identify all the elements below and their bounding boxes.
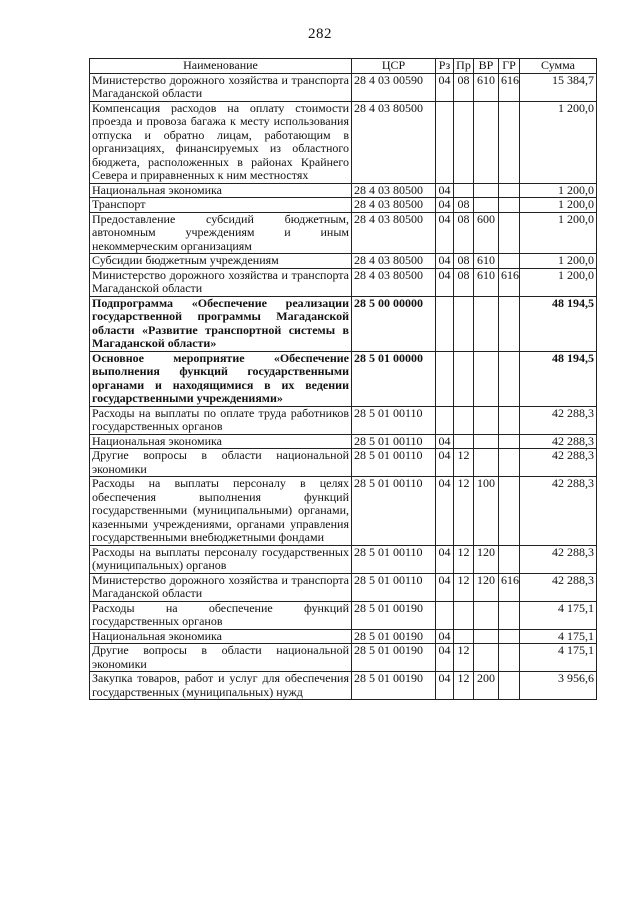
row-vr bbox=[474, 434, 499, 449]
row-name: Национальная экономика bbox=[90, 183, 352, 198]
row-sum: 1 200,0 bbox=[520, 183, 597, 198]
row-pr: 12 bbox=[454, 573, 474, 601]
row-csr: 28 4 03 80500 bbox=[352, 268, 436, 296]
table-row bbox=[90, 434, 597, 449]
row-name: Министерство дорожного хозяйства и транспорта Магаданской области bbox=[90, 73, 352, 101]
row-pr bbox=[454, 406, 474, 434]
row-sum: 1 200,0 bbox=[520, 198, 597, 213]
row-vr: 200 bbox=[474, 672, 499, 700]
row-vr bbox=[474, 449, 499, 477]
row-csr: 28 4 03 80500 bbox=[352, 101, 436, 183]
row-gr bbox=[499, 296, 520, 351]
row-rz: 04 bbox=[436, 73, 454, 101]
row-name: Национальная экономика bbox=[90, 629, 352, 644]
row-csr: 28 5 01 00110 bbox=[352, 449, 436, 477]
row-rz: 04 bbox=[436, 434, 454, 449]
row-pr: 12 bbox=[454, 477, 474, 546]
header-pr: Пр bbox=[454, 59, 474, 74]
row-pr bbox=[454, 629, 474, 644]
row-vr: 610 bbox=[474, 254, 499, 269]
row-vr bbox=[474, 183, 499, 198]
row-name: Министерство дорожного хозяйства и транспорта Магаданской области bbox=[90, 268, 352, 296]
row-gr: 616 bbox=[499, 573, 520, 601]
row-pr bbox=[454, 434, 474, 449]
row-pr bbox=[454, 296, 474, 351]
row-csr: 28 4 03 80500 bbox=[352, 198, 436, 213]
table-row bbox=[90, 254, 597, 269]
table-row bbox=[90, 268, 597, 296]
row-gr bbox=[499, 406, 520, 434]
row-pr: 08 bbox=[454, 198, 474, 213]
row-rz: 04 bbox=[436, 477, 454, 546]
row-name: Расходы на обеспечение функций государственных органов bbox=[90, 601, 352, 629]
table-header-row bbox=[90, 59, 597, 74]
table-row bbox=[90, 101, 597, 183]
row-pr: 08 bbox=[454, 268, 474, 296]
row-csr: 28 5 01 00000 bbox=[352, 351, 436, 406]
row-sum: 15 384,7 bbox=[520, 73, 597, 101]
table-row bbox=[90, 351, 597, 406]
row-pr: 12 bbox=[454, 545, 474, 573]
row-sum: 42 288,3 bbox=[520, 545, 597, 573]
row-rz: 04 bbox=[436, 672, 454, 700]
table-row bbox=[90, 644, 597, 672]
row-gr bbox=[499, 101, 520, 183]
row-rz: 04 bbox=[436, 212, 454, 254]
row-sum: 42 288,3 bbox=[520, 449, 597, 477]
row-vr: 100 bbox=[474, 477, 499, 546]
row-gr bbox=[499, 434, 520, 449]
row-name: Основное мероприятие «Обеспечение выполнения функций государственными органами и находящимися в их ведении государственными учреждениями» bbox=[90, 351, 352, 406]
row-csr: 28 4 03 80500 bbox=[352, 254, 436, 269]
table-row bbox=[90, 629, 597, 644]
row-rz: 04 bbox=[436, 573, 454, 601]
table-row bbox=[90, 449, 597, 477]
row-sum: 1 200,0 bbox=[520, 212, 597, 254]
row-rz bbox=[436, 101, 454, 183]
table-row bbox=[90, 296, 597, 351]
row-csr: 28 5 01 00190 bbox=[352, 601, 436, 629]
row-rz: 04 bbox=[436, 198, 454, 213]
header-name: Наименование bbox=[90, 59, 352, 74]
row-name: Расходы на выплаты по оплате труда работников государственных органов bbox=[90, 406, 352, 434]
row-gr bbox=[499, 601, 520, 629]
row-csr: 28 5 00 00000 bbox=[352, 296, 436, 351]
row-rz bbox=[436, 406, 454, 434]
row-csr: 28 5 01 00190 bbox=[352, 644, 436, 672]
row-gr bbox=[499, 198, 520, 213]
row-sum: 42 288,3 bbox=[520, 434, 597, 449]
header-rz: Рз bbox=[436, 59, 454, 74]
row-gr bbox=[499, 672, 520, 700]
row-name: Национальная экономика bbox=[90, 434, 352, 449]
table-row bbox=[90, 672, 597, 700]
row-vr: 610 bbox=[474, 73, 499, 101]
row-vr bbox=[474, 644, 499, 672]
row-name: Министерство дорожного хозяйства и транспорта Магаданской области bbox=[90, 573, 352, 601]
row-name: Расходы на выплаты персоналу в целях обеспечения выполнения функций государственными (муниципальными) органами, казенными учреждениями, органами управления государственными внебюджетными фондами bbox=[90, 477, 352, 546]
row-pr: 08 bbox=[454, 212, 474, 254]
row-name: Закупка товаров, работ и услуг для обеспечения государственных (муниципальных) нужд bbox=[90, 672, 352, 700]
row-rz: 04 bbox=[436, 644, 454, 672]
row-csr: 28 5 01 00190 bbox=[352, 672, 436, 700]
row-csr: 28 4 03 80500 bbox=[352, 183, 436, 198]
row-sum: 3 956,6 bbox=[520, 672, 597, 700]
table-row bbox=[90, 477, 597, 546]
row-sum: 42 288,3 bbox=[520, 477, 597, 546]
row-sum: 48 194,5 bbox=[520, 351, 597, 406]
row-vr bbox=[474, 296, 499, 351]
row-vr bbox=[474, 629, 499, 644]
row-gr bbox=[499, 254, 520, 269]
row-name: Субсидии бюджетным учреждениям bbox=[90, 254, 352, 269]
row-sum: 1 200,0 bbox=[520, 254, 597, 269]
row-sum: 4 175,1 bbox=[520, 601, 597, 629]
row-vr: 120 bbox=[474, 545, 499, 573]
header-sum: Сумма bbox=[520, 59, 597, 74]
row-rz bbox=[436, 351, 454, 406]
table-row bbox=[90, 212, 597, 254]
header-vr: ВР bbox=[474, 59, 499, 74]
page-number: 282 bbox=[308, 26, 332, 42]
row-name: Другие вопросы в области национальной экономики bbox=[90, 449, 352, 477]
row-rz: 04 bbox=[436, 268, 454, 296]
row-sum: 4 175,1 bbox=[520, 629, 597, 644]
row-pr: 08 bbox=[454, 73, 474, 101]
row-sum: 1 200,0 bbox=[520, 268, 597, 296]
table-row bbox=[90, 198, 597, 213]
row-pr: 08 bbox=[454, 254, 474, 269]
row-csr: 28 4 03 00590 bbox=[352, 73, 436, 101]
table-row bbox=[90, 73, 597, 101]
header-gr: ГР bbox=[499, 59, 520, 74]
row-rz: 04 bbox=[436, 629, 454, 644]
row-vr: 600 bbox=[474, 212, 499, 254]
table-row bbox=[90, 545, 597, 573]
row-sum: 4 175,1 bbox=[520, 644, 597, 672]
row-rz: 04 bbox=[436, 449, 454, 477]
row-name: Компенсация расходов на оплату стоимости проезда и провоза багажа к месту использования отпуска и обратно лицам, работающим в организациях, финансируемых из областного бюджета, расположенных в районах Крайнего Севера и приравненных к ним местностях bbox=[90, 101, 352, 183]
budget-table bbox=[89, 58, 597, 700]
row-csr: 28 5 01 00110 bbox=[352, 545, 436, 573]
row-pr bbox=[454, 101, 474, 183]
row-vr bbox=[474, 198, 499, 213]
row-sum: 42 288,3 bbox=[520, 573, 597, 601]
row-sum: 48 194,5 bbox=[520, 296, 597, 351]
table-row bbox=[90, 601, 597, 629]
row-rz: 04 bbox=[436, 183, 454, 198]
row-csr: 28 4 03 80500 bbox=[352, 212, 436, 254]
row-name: Транспорт bbox=[90, 198, 352, 213]
row-name: Предоставление субсидий бюджетным, автономным учреждениям и иным некоммерческим организациям bbox=[90, 212, 352, 254]
row-sum: 42 288,3 bbox=[520, 406, 597, 434]
row-rz bbox=[436, 601, 454, 629]
row-gr bbox=[499, 644, 520, 672]
row-name: Подпрограмма «Обеспечение реализации государственной программы Магаданской области «Развитие транспортной системы в Магаданской области» bbox=[90, 296, 352, 351]
row-gr: 616 bbox=[499, 268, 520, 296]
row-pr: 12 bbox=[454, 449, 474, 477]
row-csr: 28 5 01 00110 bbox=[352, 406, 436, 434]
row-vr: 610 bbox=[474, 268, 499, 296]
table-row bbox=[90, 573, 597, 601]
row-vr: 120 bbox=[474, 573, 499, 601]
row-vr bbox=[474, 406, 499, 434]
row-csr: 28 5 01 00190 bbox=[352, 629, 436, 644]
row-gr bbox=[499, 212, 520, 254]
row-gr bbox=[499, 477, 520, 546]
row-pr bbox=[454, 601, 474, 629]
row-rz bbox=[436, 296, 454, 351]
row-vr bbox=[474, 351, 499, 406]
row-pr: 12 bbox=[454, 644, 474, 672]
row-sum: 1 200,0 bbox=[520, 101, 597, 183]
table-body bbox=[90, 73, 597, 700]
row-pr: 12 bbox=[454, 672, 474, 700]
row-csr: 28 5 01 00110 bbox=[352, 477, 436, 546]
row-gr: 616 bbox=[499, 73, 520, 101]
row-rz: 04 bbox=[436, 545, 454, 573]
row-vr bbox=[474, 101, 499, 183]
row-pr bbox=[454, 351, 474, 406]
row-gr bbox=[499, 629, 520, 644]
table-row bbox=[90, 183, 597, 198]
row-gr bbox=[499, 183, 520, 198]
row-name: Расходы на выплаты персоналу государственных (муниципальных) органов bbox=[90, 545, 352, 573]
row-rz: 04 bbox=[436, 254, 454, 269]
row-csr: 28 5 01 00110 bbox=[352, 434, 436, 449]
row-vr bbox=[474, 601, 499, 629]
row-gr bbox=[499, 545, 520, 573]
row-gr bbox=[499, 351, 520, 406]
row-gr bbox=[499, 449, 520, 477]
table-row bbox=[90, 406, 597, 434]
row-name: Другие вопросы в области национальной экономики bbox=[90, 644, 352, 672]
row-csr: 28 5 01 00110 bbox=[352, 573, 436, 601]
row-pr bbox=[454, 183, 474, 198]
header-csr: ЦСР bbox=[352, 59, 436, 74]
